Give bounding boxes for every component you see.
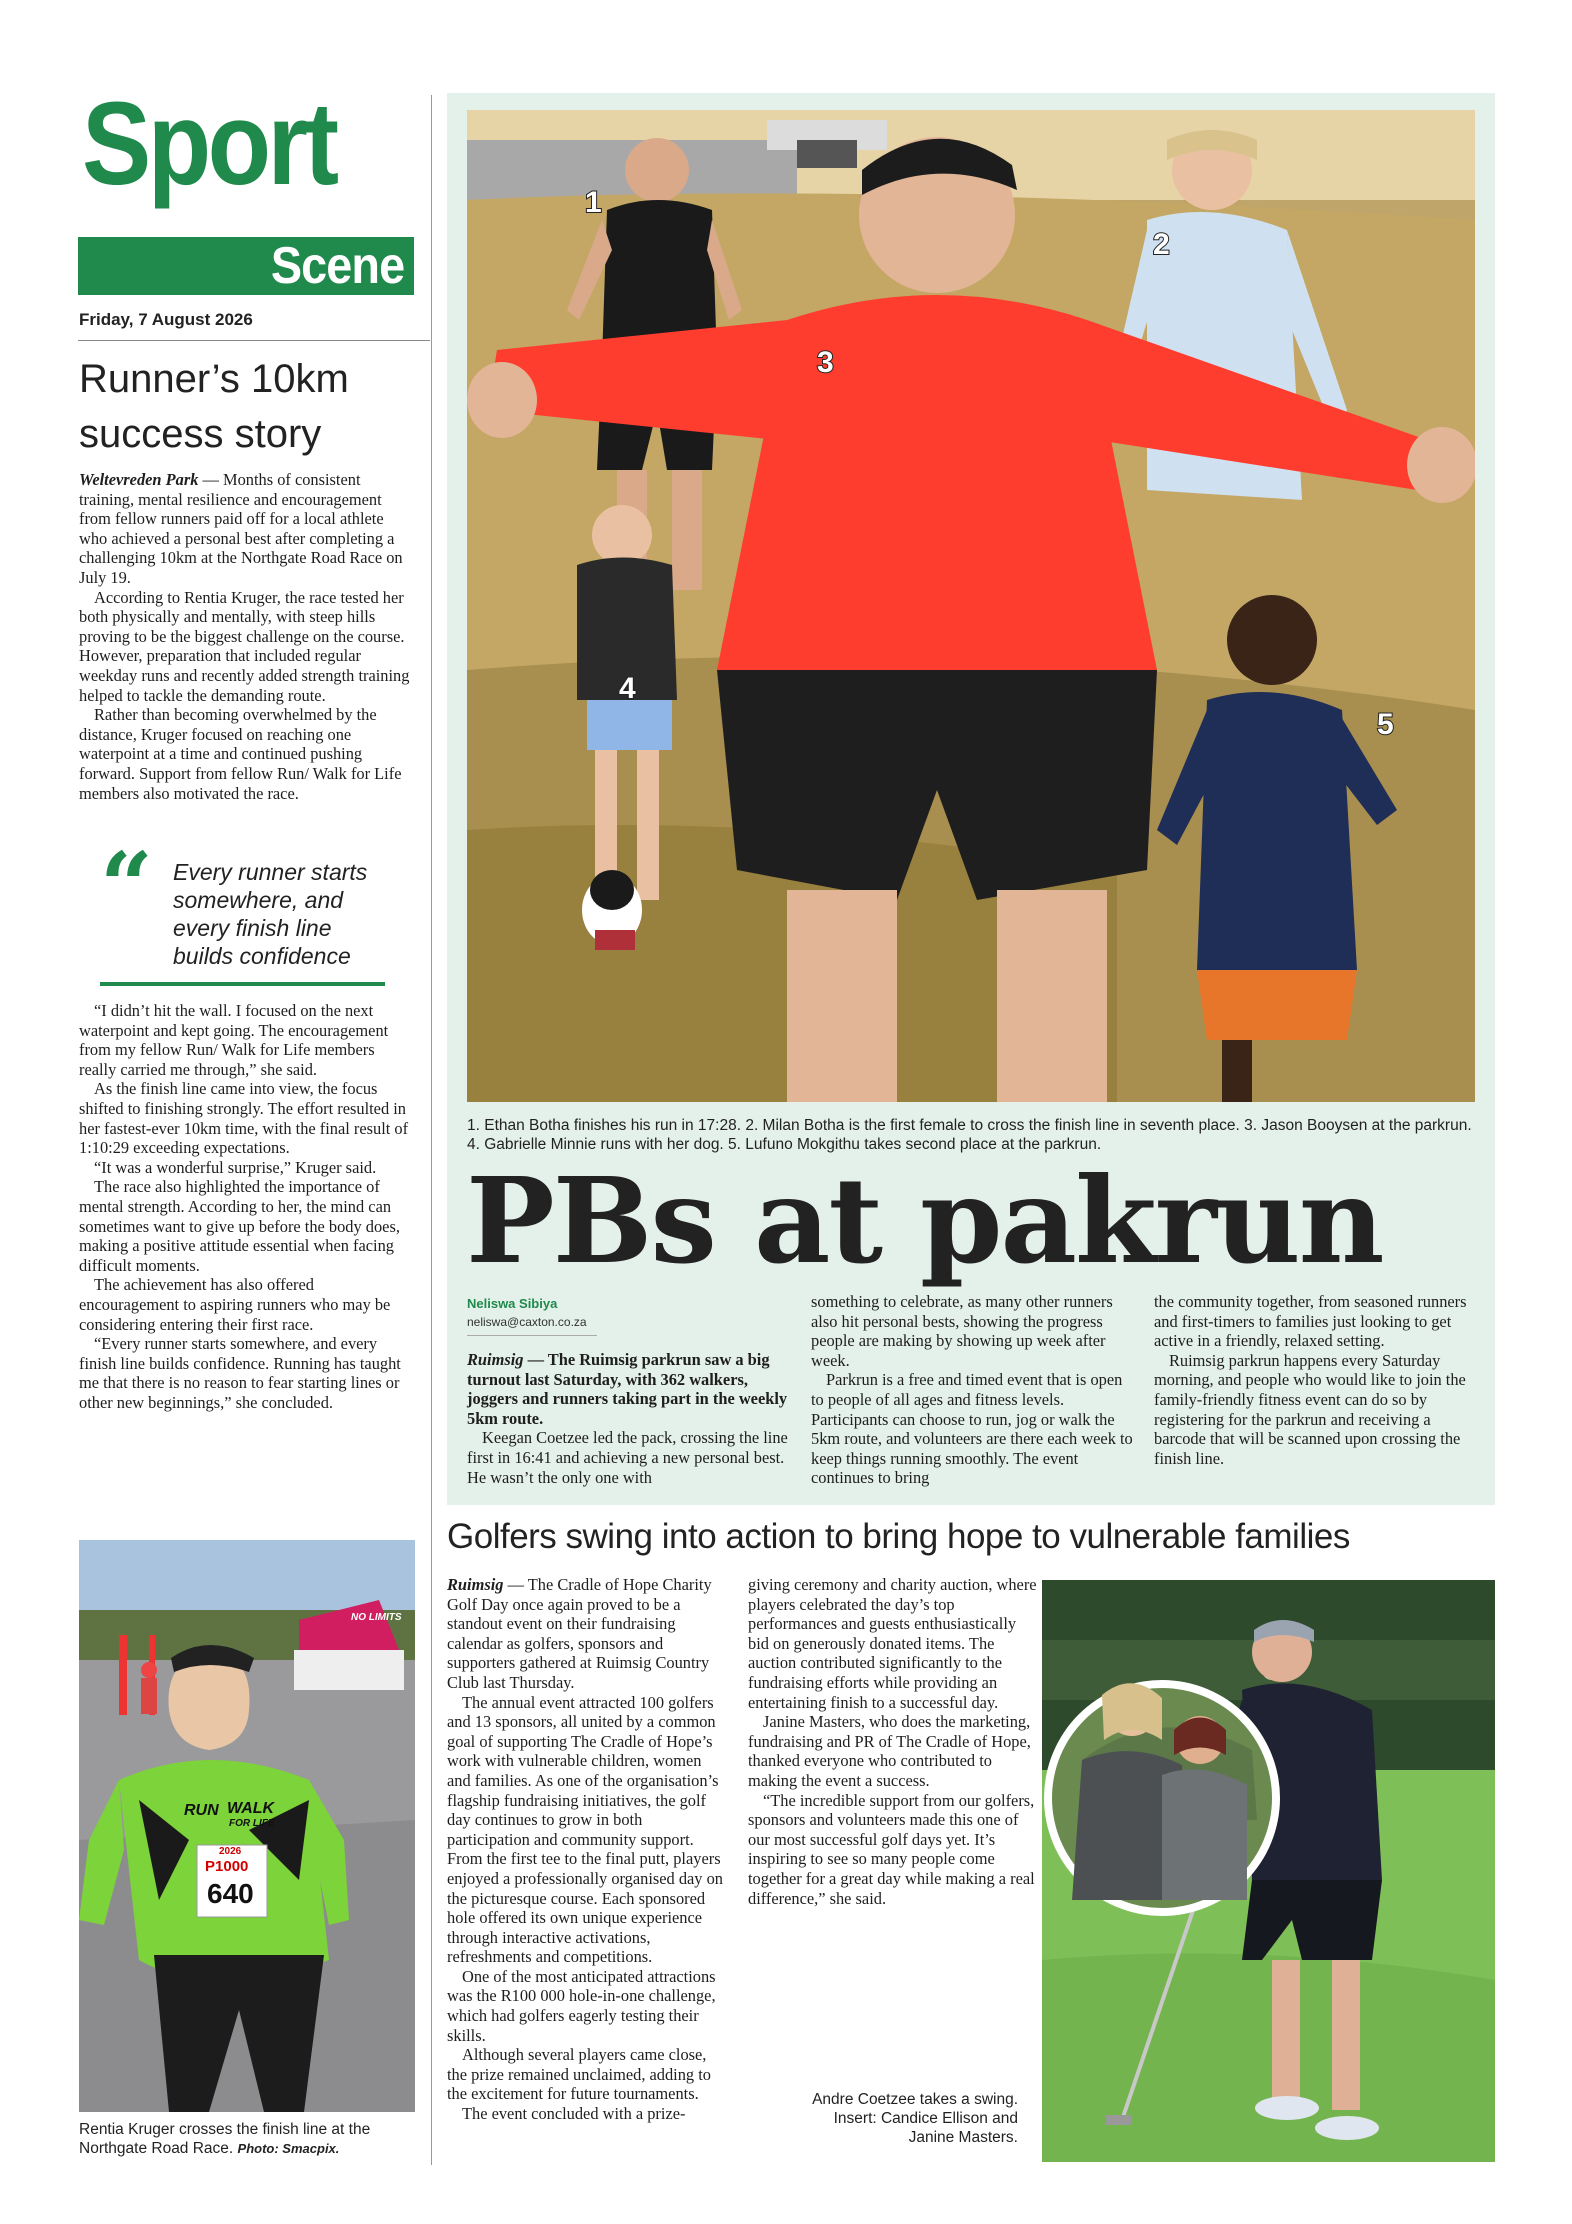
photo-label-1: 1 (585, 186, 602, 219)
pull-quote-rule (100, 982, 385, 986)
dateline: Weltevreden Park (79, 470, 199, 489)
golf-column-2 (748, 1575, 1038, 1908)
byline-email: neliswa@caxton.co.za (467, 1315, 587, 1329)
parkrun-paragraph: Ruimsig parkrun happens every Saturday morning, and people who would like to join the family-friendly fitness event can do so by registering for the parkrun and receiving a barcode that will be scanned upon crossing the finish line. (1154, 1350, 1466, 1468)
parkrun-photo (467, 110, 1475, 1102)
masthead-title: Sport (82, 78, 336, 210)
golf-paragraph: The event concluded with a prize- (462, 2104, 686, 2124)
runner-paragraph: The achievement has also offered encouragement to aspiring runners who may be considering entering their first race. (79, 1275, 391, 1334)
issue-date: Friday, 7 August 2026 (79, 310, 253, 329)
bib-number: 640 (207, 1878, 254, 1909)
runner-paragraph: Weltevreden Park — Months of consistent training, mental resilience and encouragement from fellow runners paid off for a local athlete who achieved a personal best after completing a challenging 10km at the Northgate Road Race on July 19. (79, 470, 403, 587)
golf-photo (1042, 1580, 1495, 2162)
golf-paragraph: “The incredible support from our golfers, sponsors and volunteers made this one of our most successful golf days yet. It’s inspiring to see so many people come together for a great day while making a real difference,” she said. (748, 1790, 1035, 1908)
photo-label-3: 3 (817, 346, 834, 379)
masthead (78, 78, 418, 297)
golf-paragraph: The annual event attracted 100 golfers and 13 sponsors, all united by a common goal of supporting The Cradle of Hope’s work with vulnerable children, women and families. As one of the organisation’s flagship fundraising initiatives, the golf day continues to grow in both participation and community support. From the first tee to the final putt, players enjoyed a professionally organised day on the picturesque course. Each sponsored hole offered its own unique experience through interactive activations, refreshments and competitions. (447, 1692, 723, 1967)
photo-label-4: 4 (619, 672, 636, 705)
golf-photo-caption: Andre Coetzee takes a swing. Insert: Candice Ellison and Janine Masters. (812, 2091, 1018, 2146)
runner-photo-caption: Rentia Kruger crosses the finish line at the Northgate Road Race. Photo: Smacpix. (79, 2121, 371, 2157)
shirt-text-forlife: FOR LIFE (229, 1818, 275, 1829)
parkrun-paragraph: something to celebrate, as many other runners also hit personal bests, showing the progress people are making by showing up week after week. (811, 1292, 1113, 1370)
divider (78, 340, 430, 341)
golf-paragraph: Although several players came close, the prize remained unclaimed, adding to the excitement for future tournaments. (447, 2045, 711, 2104)
parkrun-paragraph: Parkrun is a free and timed event that is open to people of all ages and fitness levels. Participants can choose to run, jog or walk the 5km route, and volunteers are there each week to keep things running smoothly. The event continues to bring (811, 1370, 1133, 1488)
photo-credit: Photo: Smacpix. (237, 2141, 340, 2156)
quote-mark-icon: “ (100, 832, 153, 940)
parkrun-headline: PBs at pakrun (466, 1151, 1383, 1290)
runner-paragraph: According to Rentia Kruger, the race tested her both physically and mentally, with steep hills proving to be the biggest challenge on the course. However, preparation that included regular weekday runs and recently added strength training helped to tackle the demanding route. (79, 587, 410, 705)
pull-quote-text: Every runner starts somewhere, and every finish line builds confidence (173, 859, 368, 969)
parkrun-caption: 1. Ethan Botha finishes his run in 17:28. 2. Milan Botha is the first female to cross the finish line in seventh place. 3. Jason Booysen at the parkrun. 4. Gabrielle Minnie runs with her dog. 5. Lufuno Mokgithu takes second place at the parkrun. (467, 1117, 1472, 1153)
photo-label-5: 5 (1377, 708, 1394, 741)
pull-quote (100, 832, 385, 990)
photo-label-2: 2 (1153, 228, 1170, 261)
golf-paragraph: One of the most anticipated attractions was the R100 000 hole-in-one challenge, which had golfers eagerly testing their skills. (447, 1966, 716, 2045)
runner-paragraph: As the finish line came into view, the focus shifted to finishing strongly. The effort resulted in her fastest-ever 10km time, with the final result of 1:10:29 exceeding expectations. (79, 1079, 409, 1158)
golf-paragraph: Ruimsig — The Cradle of Hope Charity Golf Day once again proved to be a standout event on their fundraising calendar as golfers, sponsors and supporters gathered at Ruimsig Country Club last Thursday. (447, 1575, 712, 1692)
runner-paragraph: Rather than becoming overwhelmed by the distance, Kruger focused on reaching one waterpoint at a time and continued pushing forward. Support from fellow Run/ Walk for Life members also motivated the race. (79, 705, 402, 803)
dateline: Ruimsig (467, 1350, 524, 1369)
golf-headline: Golfers swing into action to bring hope to vulnerable families (447, 1517, 1350, 1556)
runner-story-part1 (79, 470, 415, 803)
runner-paragraph: The race also highlighted the importance of mental strength. According to her, the mind can sometimes want to give up before the body does, making a positive attitude essential when facing difficult moments. (79, 1177, 400, 1275)
parkrun-column-3 (1154, 1292, 1477, 1468)
golf-paragraph: giving ceremony and charity auction, where players celebrated the day’s top performances and guests enthusiastically bid on generously donated items. The auction contributed significantly to the fundraising efforts while providing an entertaining finish to a successful day. (748, 1575, 1037, 1712)
masthead-subtitle-bar (78, 237, 414, 295)
parkrun-paragraph: Keegan Coetzee led the pack, crossing the line first in 16:41 and achieving a new personal best. He wasn’t the only one with (467, 1428, 788, 1487)
shirt-text-walk: WALK (227, 1800, 275, 1817)
runner-paragraph: “Every runner starts somewhere, and every finish line builds confidence. Running has taught me that there is no reason to fear starting lines or other new beginnings,” she concluded. (79, 1334, 401, 1412)
runner-headline: Runner’s 10km success story (79, 357, 349, 456)
column-rule (431, 95, 432, 2165)
shirt-text-run: RUN (184, 1802, 219, 1819)
golf-column-1 (447, 1575, 727, 2124)
bib-year: 2026 (219, 1846, 242, 1857)
runner-paragraph: “It was a wonderful surprise,” Kruger said. (94, 1157, 377, 1177)
parkrun-paragraph: the community together, from seasoned runners and first-timers to families just looking to get active in a friendly, relaxed setting. (1154, 1292, 1467, 1351)
runner-paragraph: “I didn’t hit the wall. I focused on the next waterpoint and kept going. The encouragement from my fellow Run/ Walk for Life members really carried me through,” she said. (79, 1001, 389, 1079)
photo-banner-text: NO LIMITS (351, 1612, 402, 1623)
runner-photo (79, 1540, 415, 2112)
dateline: Ruimsig (447, 1575, 504, 1594)
bib-top: P1000 (205, 1858, 249, 1875)
parkrun-column-2 (811, 1292, 1133, 1488)
golf-paragraph: Janine Masters, who does the marketing, fundraising and PR of The Cradle of Hope, thanked everyone who contributed to making the event a success. (748, 1712, 1031, 1790)
masthead-subtitle: Scene (270, 237, 404, 295)
runner-story-part2 (79, 1001, 415, 1412)
byline-rule (467, 1335, 597, 1336)
parkrun-lead: Ruimsig — The Ruimsig parkrun saw a big turnout last Saturday, with 362 walkers, joggers and runners taking part in the weekly 5km route. (467, 1350, 788, 1428)
parkrun-column-1 (467, 1350, 790, 1487)
byline-name: Neliswa Sibiya (467, 1296, 558, 1311)
